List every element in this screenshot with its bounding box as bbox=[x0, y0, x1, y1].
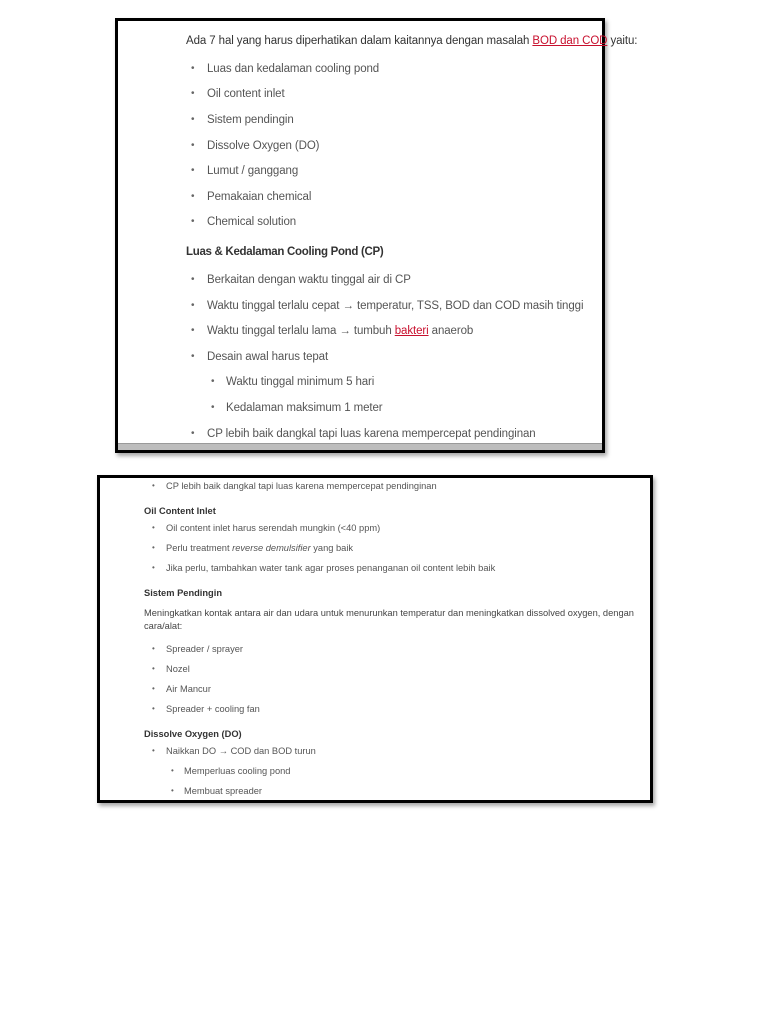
list-item: • Pemakaian chemical bbox=[186, 191, 598, 217]
list-item: • Luas dan kedalaman cooling pond bbox=[186, 63, 598, 89]
section-heading-cooling-pond: Luas & Kedalaman Cooling Pond (CP) bbox=[186, 245, 384, 258]
intro-paragraph bbox=[186, 35, 638, 49]
sub-list-item: • Memperluas cooling pond bbox=[144, 766, 649, 786]
bod-cod-link[interactable]: BOD dan COD bbox=[532, 35, 608, 47]
intro-text: Ada 7 hal yang harus diperhatikan dalam kaitannya dengan masalah bbox=[186, 35, 533, 47]
list-item: • CP lebih baik dangkal tapi luas karena mempercepat pendinginan bbox=[144, 481, 649, 501]
list-item: • Chemical solution bbox=[186, 216, 598, 242]
bakteri-link[interactable]: bakteri bbox=[394, 325, 429, 338]
list-item: • Air Mancur bbox=[144, 684, 649, 704]
list-item bbox=[186, 325, 598, 351]
list-item: • Lumut / ganggang bbox=[186, 165, 598, 191]
seven-items-list bbox=[186, 63, 598, 242]
list-item-suffix: anaerob bbox=[428, 325, 474, 338]
italic-term: reverse demulsifier bbox=[232, 543, 311, 553]
list-item-suffix: yang baik bbox=[310, 543, 354, 553]
section-heading-sistem-pendingin: Sistem Pendingin bbox=[144, 588, 223, 598]
list-item: • Jika perlu, tambahkan water tank agar proses penanganan oil content lebih baik bbox=[144, 563, 649, 583]
list-item bbox=[144, 543, 649, 563]
screenshot-top bbox=[115, 18, 638, 453]
list-item: • Spreader / sprayer bbox=[144, 644, 649, 664]
list-item: • Berkaitan dengan waktu tinggal air di CP bbox=[186, 274, 598, 300]
sub-list-item: • Waktu tinggal minimum 5 hari bbox=[186, 376, 598, 402]
list-item: • Oil content inlet bbox=[186, 88, 598, 114]
section-heading-oil-content: Oil Content Inlet bbox=[144, 506, 216, 516]
section-heading-dissolve-oxygen: Dissolve Oxygen (DO) bbox=[144, 728, 242, 739]
list-item: • Nozel bbox=[144, 664, 649, 684]
cooling-pond-list bbox=[186, 274, 598, 453]
list-item: • Waktu tinggal terlalu cepat → temperatur, TSS, BOD dan COD masih tinggi bbox=[186, 300, 598, 326]
cooling-list bbox=[144, 644, 649, 724]
article-content-top bbox=[186, 35, 638, 453]
list-item: • Oil content inlet harus serendah mungkin (<40 ppm) bbox=[144, 523, 649, 543]
list-item: • Naikkan DO → COD dan BOD turun bbox=[144, 746, 649, 766]
list-item: • Dissolve Oxygen (DO) bbox=[186, 140, 598, 166]
horizontal-scrollbar[interactable] bbox=[118, 443, 602, 450]
sub-list-item: • Kedalaman maksimum 1 meter bbox=[186, 402, 598, 428]
screenshot-bottom bbox=[97, 475, 653, 803]
list-item-text: Waktu tinggal terlalu lama → tumbuh bbox=[207, 325, 395, 338]
list-item: • CP lebih baik dangkal tapi luas karena mempercepat pendinginan bbox=[186, 428, 598, 454]
oil-content-list bbox=[144, 523, 649, 583]
list-item: • Sistem pendingin bbox=[186, 114, 598, 140]
continued-list bbox=[144, 481, 649, 501]
list-item: • Spreader + cooling fan bbox=[144, 704, 649, 724]
article-content-bottom bbox=[144, 481, 649, 806]
dissolve-oxygen-list bbox=[144, 746, 649, 806]
cooling-paragraph: Meningkatkan kontak antara air dan udara untuk menurunkan temperatur dan meningkatkan dissolved oxygen, dengan cara/alat: bbox=[144, 608, 634, 632]
sub-list-item: • Membuat spreader bbox=[144, 786, 649, 806]
intro-suffix: yaitu: bbox=[607, 35, 638, 47]
list-item-text: Perlu treatment bbox=[166, 543, 233, 553]
list-item: • Desain awal harus tepat bbox=[186, 351, 598, 377]
